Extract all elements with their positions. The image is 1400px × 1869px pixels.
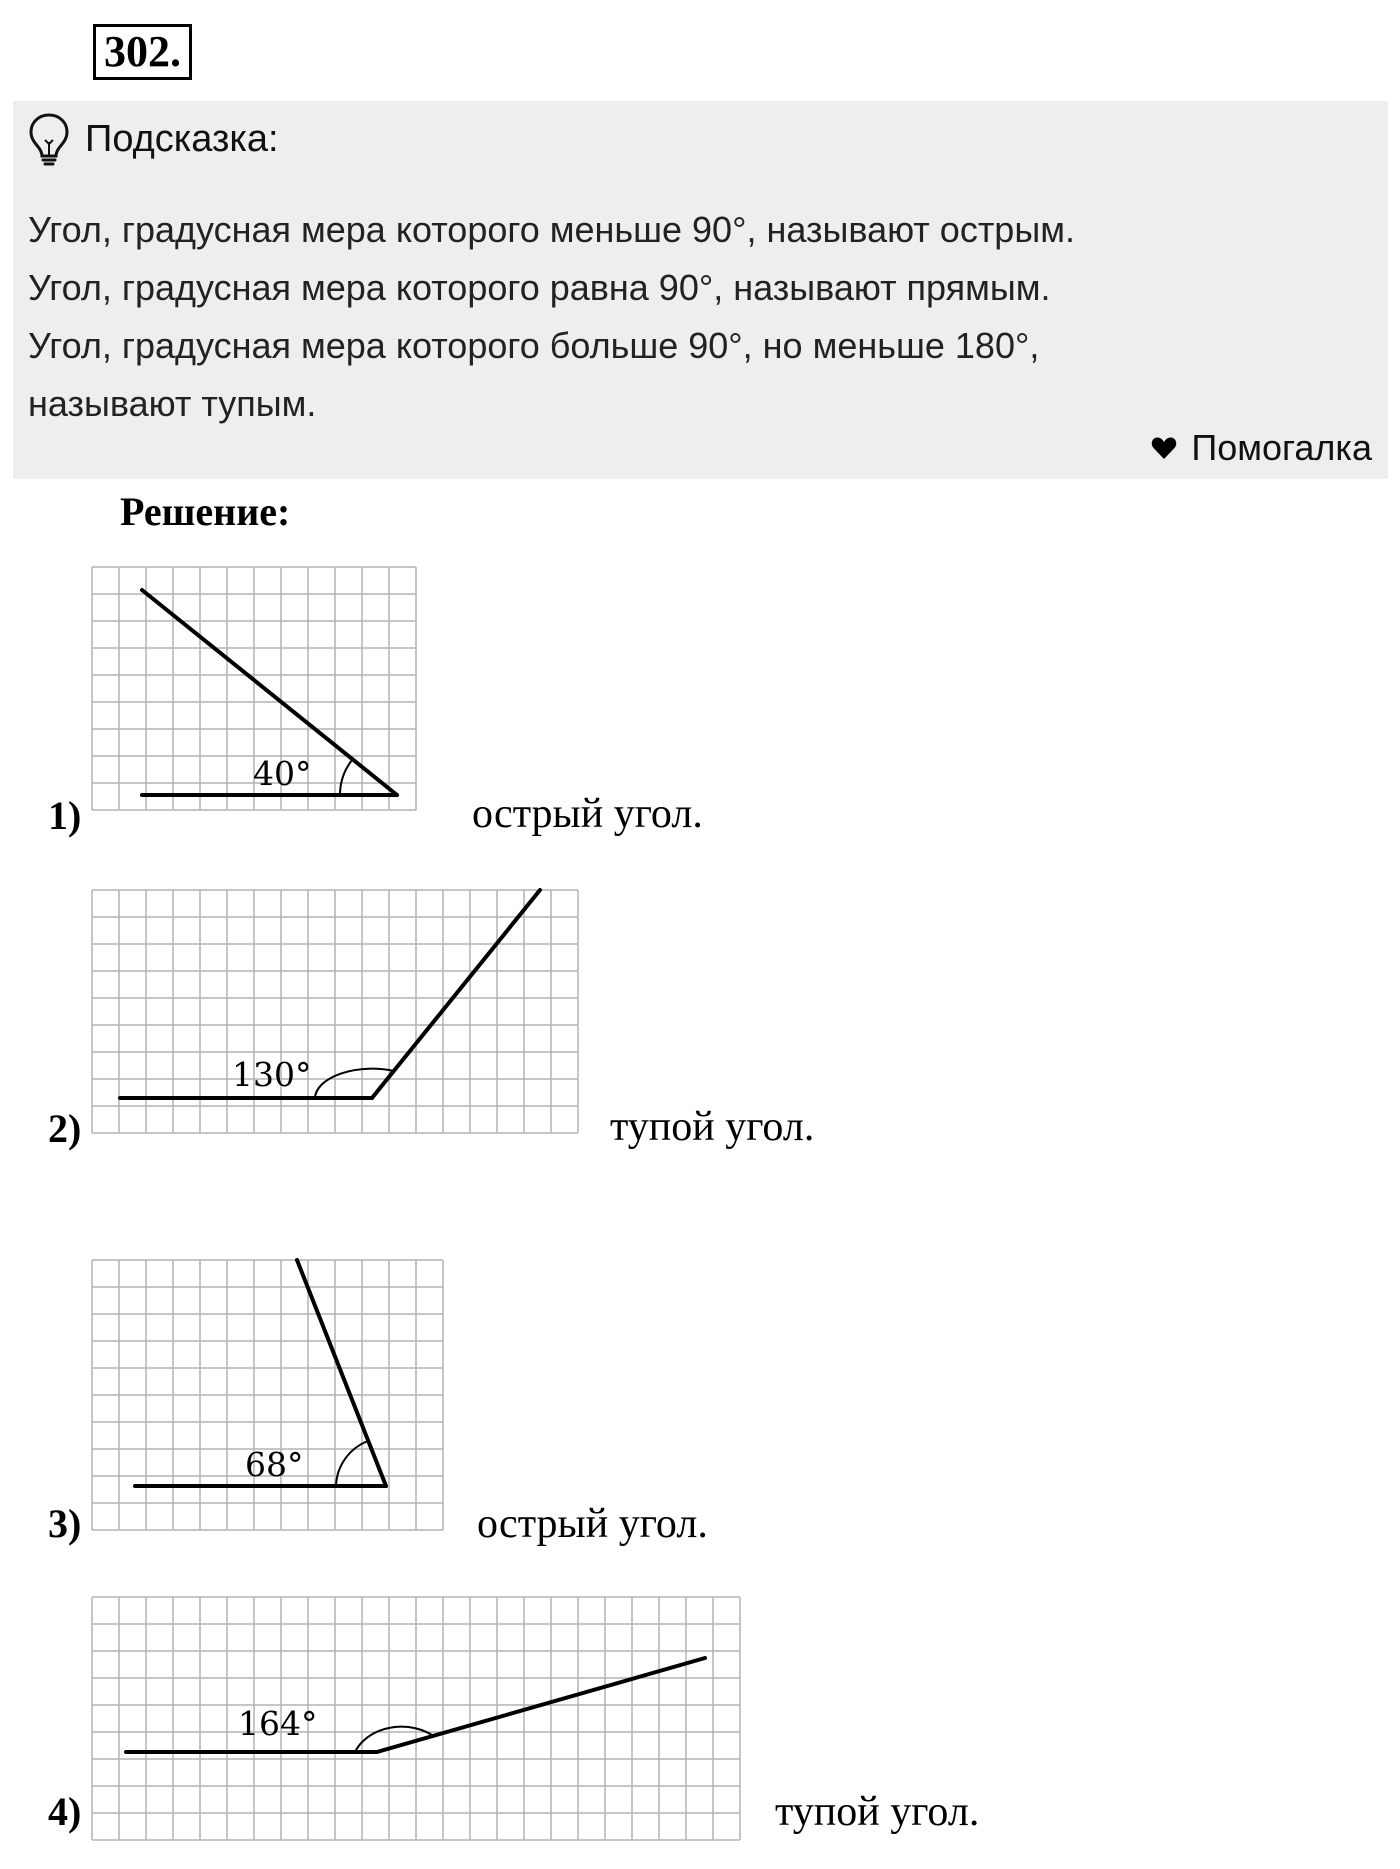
answer: тупой угол. (610, 1104, 815, 1150)
lightbulb-icon (27, 112, 71, 166)
angle-label: 130° (232, 1055, 312, 1094)
hint-header (27, 109, 279, 169)
angle-ray (372, 890, 540, 1098)
angle-figure (90, 1595, 745, 1865)
item-number: 1) (48, 793, 82, 838)
angle-figure (90, 565, 450, 835)
brand (1151, 427, 1372, 469)
hint-line: Угол, градусная мера которого равна 90°, называют прямым. (28, 267, 1051, 308)
item-number: 3) (48, 1501, 82, 1546)
heart-icon (1151, 436, 1177, 460)
hint-box (13, 101, 1388, 479)
angle-label: 164° (238, 1704, 318, 1743)
hint-text (28, 201, 1368, 433)
hint-line: называют тупым. (28, 383, 317, 424)
answer: острый угол. (477, 1501, 708, 1547)
task-number: 302. (93, 24, 192, 80)
item-number: 2) (48, 1106, 82, 1151)
item-number: 4) (48, 1789, 82, 1834)
angle-figure (90, 888, 595, 1158)
grid (92, 1260, 443, 1530)
angle-arc (336, 1441, 368, 1486)
answer: тупой угол. (775, 1789, 980, 1835)
angle-ray (297, 1260, 386, 1486)
angle-label: 40° (253, 754, 312, 793)
answer: острый угол. (472, 791, 703, 837)
angle-figure (90, 1258, 450, 1543)
angle-arc (340, 760, 352, 795)
solution-title: Решение: (120, 489, 291, 534)
grid (92, 1597, 740, 1840)
hint-title: Подсказка: (85, 117, 279, 160)
angle-label: 68° (245, 1445, 304, 1484)
brand-label: Помогалка (1191, 427, 1372, 468)
hint-line: Угол, градусная мера которого меньше 90°, называют острым. (28, 209, 1075, 250)
hint-line: Угол, градусная мера которого больше 90°, но меньше 180°, (28, 325, 1040, 366)
